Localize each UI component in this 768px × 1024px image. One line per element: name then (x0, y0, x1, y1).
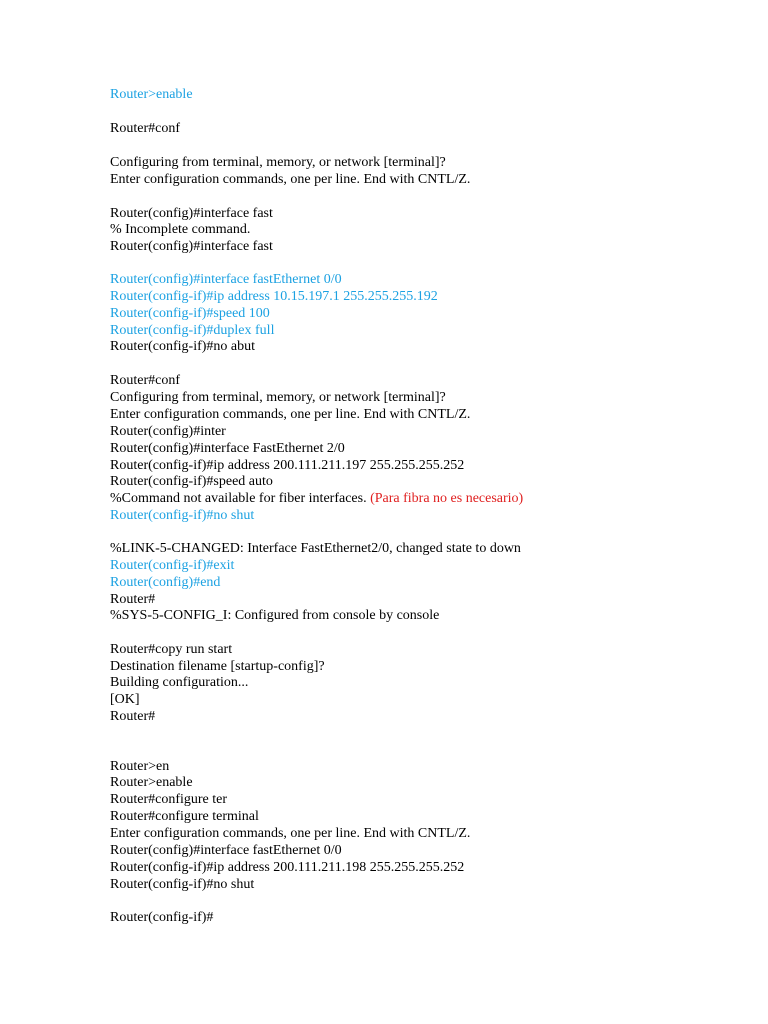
console-text: Router(config-if)#ip address 200.111.211.197 255.255.255.252 (110, 458, 465, 473)
document-line (110, 859, 464, 876)
console-text: Router(config)#interface FastEthernet 2/0 (110, 441, 345, 456)
document-line (110, 658, 325, 675)
document-line (110, 574, 220, 591)
console-text: Router(config)#interface fast (110, 206, 273, 221)
document-line (110, 120, 180, 137)
document-line (110, 591, 155, 608)
console-text: %SYS-5-CONFIG_I: Configured from console by console (110, 608, 440, 623)
document-line (110, 557, 234, 574)
console-text: Router(config-if)#ip address 200.111.211.198 255.255.255.252 (110, 860, 465, 875)
highlighted-command: Router(config-if)#no shut (110, 508, 255, 523)
console-text: Router#conf (110, 373, 180, 388)
document-line (110, 205, 273, 222)
document-line (110, 154, 446, 171)
document-line (110, 473, 273, 490)
document-line (110, 372, 180, 389)
document-line (110, 876, 254, 893)
document-line (110, 86, 193, 103)
console-text: Router#copy run start (110, 642, 233, 657)
document-line (110, 490, 523, 507)
document-line (110, 238, 273, 255)
document-line (110, 808, 259, 825)
document-line (110, 607, 439, 624)
console-text: Router(config)#interface fastEthernet 0/0 (110, 843, 342, 858)
console-text: Router# (110, 592, 156, 607)
document-line (110, 271, 342, 288)
highlighted-command: Router(config-if)#speed 100 (110, 306, 270, 321)
console-text: % Incomplete command. (110, 222, 251, 237)
highlighted-command: Router(config)#interface fastEthernet 0/0 (110, 272, 342, 287)
document-line (110, 791, 227, 808)
console-text: Configuring from terminal, memory, or network [terminal]? (110, 155, 446, 170)
console-text: Router(config-if)#speed auto (110, 474, 273, 489)
console-text: Enter configuration commands, one per line. End with CNTL/Z. (110, 407, 471, 422)
document-line (110, 540, 521, 557)
document-line (110, 406, 470, 423)
console-text: Enter configuration commands, one per line. End with CNTL/Z. (110, 826, 471, 841)
console-text: Router(config-if)#no shut (110, 877, 255, 892)
document-line (110, 758, 169, 775)
console-text: %LINK-5-CHANGED: Interface FastEthernet2/0, changed state to down (110, 541, 521, 556)
document-line (110, 423, 226, 440)
document-line (110, 288, 438, 305)
console-text: Router# (110, 709, 156, 724)
console-text: Router(config-if)#no abut (110, 339, 256, 354)
document-line (110, 774, 193, 791)
document-line (110, 691, 140, 708)
console-text: [OK] (110, 692, 140, 707)
console-text: %Command not available for fiber interfaces. (110, 491, 371, 506)
console-text: Router>en (110, 759, 170, 774)
document-line (110, 389, 446, 406)
document-line (110, 507, 254, 524)
document-line (110, 674, 248, 691)
highlighted-command: Router(config)#end (110, 575, 221, 590)
document-line (110, 825, 470, 842)
console-text: Router#configure ter (110, 792, 228, 807)
document-line (110, 457, 464, 474)
document-line (110, 322, 274, 339)
document-line (110, 440, 345, 457)
document-line (110, 171, 470, 188)
highlighted-command: Router(config-if)#ip address 10.15.197.1 255.255.255.192 (110, 289, 438, 304)
document-line (110, 708, 155, 725)
highlighted-command: Router>enable (110, 87, 193, 102)
console-text: Configuring from terminal, memory, or network [terminal]? (110, 390, 446, 405)
console-text: Enter configuration commands, one per line. End with CNTL/Z. (110, 172, 471, 187)
console-text: Router#conf (110, 121, 180, 136)
document-line (110, 338, 255, 355)
document-line (110, 909, 213, 926)
document-line (110, 641, 232, 658)
document-line (110, 221, 250, 238)
console-text: Router(config)#inter (110, 424, 226, 439)
document-line (110, 305, 270, 322)
console-text: Router(config-if)# (110, 910, 214, 925)
console-text: Router(config)#interface fast (110, 239, 273, 254)
console-text: Building configuration... (110, 675, 249, 690)
document-line (110, 842, 342, 859)
console-text: Router#configure terminal (110, 809, 259, 824)
highlighted-command: Router(config-if)#exit (110, 558, 235, 573)
console-text: Router>enable (110, 775, 193, 790)
annotation-note: (Para fibra no es necesario) (370, 491, 524, 506)
highlighted-command: Router(config-if)#duplex full (110, 323, 275, 338)
console-text: Destination filename [startup-config]? (110, 659, 325, 674)
